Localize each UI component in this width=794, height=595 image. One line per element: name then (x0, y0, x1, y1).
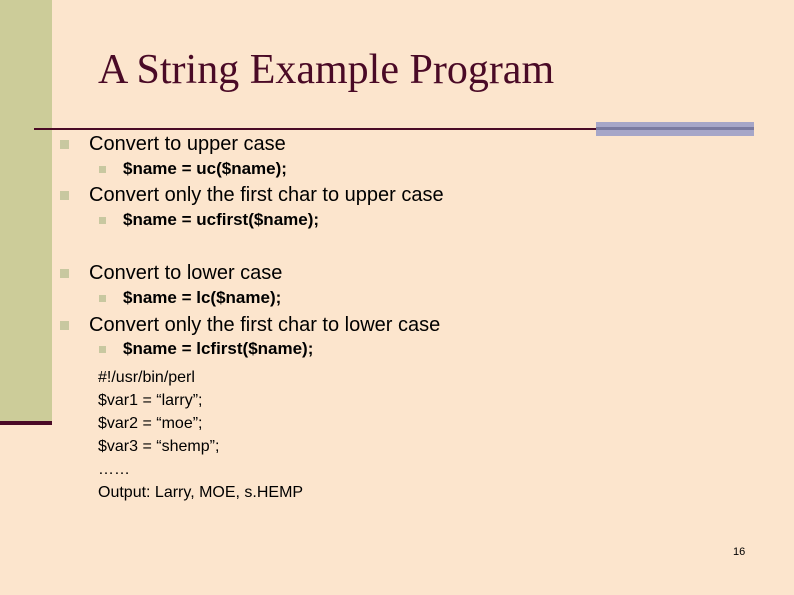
sub-bullet-item (99, 288, 281, 308)
square-bullet-icon (99, 295, 106, 302)
sub-bullet-text: $name = lc($name); (123, 288, 282, 307)
code-line: Output: Larry, MOE, s.HEMP (98, 484, 304, 501)
bullet-text: Convert to lower case (89, 262, 283, 284)
slide-title: A String Example Program (98, 47, 555, 93)
sub-bullet-item (99, 159, 287, 179)
code-sample (98, 366, 303, 504)
code-line: #!/usr/bin/perl (98, 369, 195, 386)
left-decor-bar (0, 0, 52, 425)
bullet-text: Convert to upper case (89, 133, 286, 155)
bullet-text: Convert only the first char to upper case (89, 184, 444, 206)
title-divider (34, 128, 596, 130)
code-line: $var3 = “shemp”; (98, 438, 220, 455)
square-bullet-icon (60, 140, 69, 149)
title-divider-accent (596, 122, 754, 136)
square-bullet-icon (60, 191, 69, 200)
sub-bullet-text: $name = uc($name); (123, 159, 287, 178)
bullet-item (60, 314, 440, 337)
bullet-text: Convert only the first char to lower case (89, 314, 441, 336)
square-bullet-icon (99, 166, 106, 173)
square-bullet-icon (99, 346, 106, 353)
code-line: …… (98, 461, 130, 478)
square-bullet-icon (60, 269, 69, 278)
sub-bullet-item (99, 210, 319, 230)
code-line: $var2 = “moe”; (98, 415, 203, 432)
sub-bullet-text: $name = lcfirst($name); (123, 339, 314, 358)
slide-number: 16 (733, 546, 746, 558)
square-bullet-icon (99, 217, 106, 224)
square-bullet-icon (60, 321, 69, 330)
code-line: $var1 = “larry”; (98, 392, 203, 409)
sub-bullet-text: $name = ucfirst($name); (123, 210, 320, 229)
bullet-item (60, 262, 282, 285)
sub-bullet-item (99, 339, 313, 359)
bullet-item (60, 184, 444, 207)
left-decor-bar-foot (0, 421, 52, 425)
bullet-item (60, 133, 286, 156)
